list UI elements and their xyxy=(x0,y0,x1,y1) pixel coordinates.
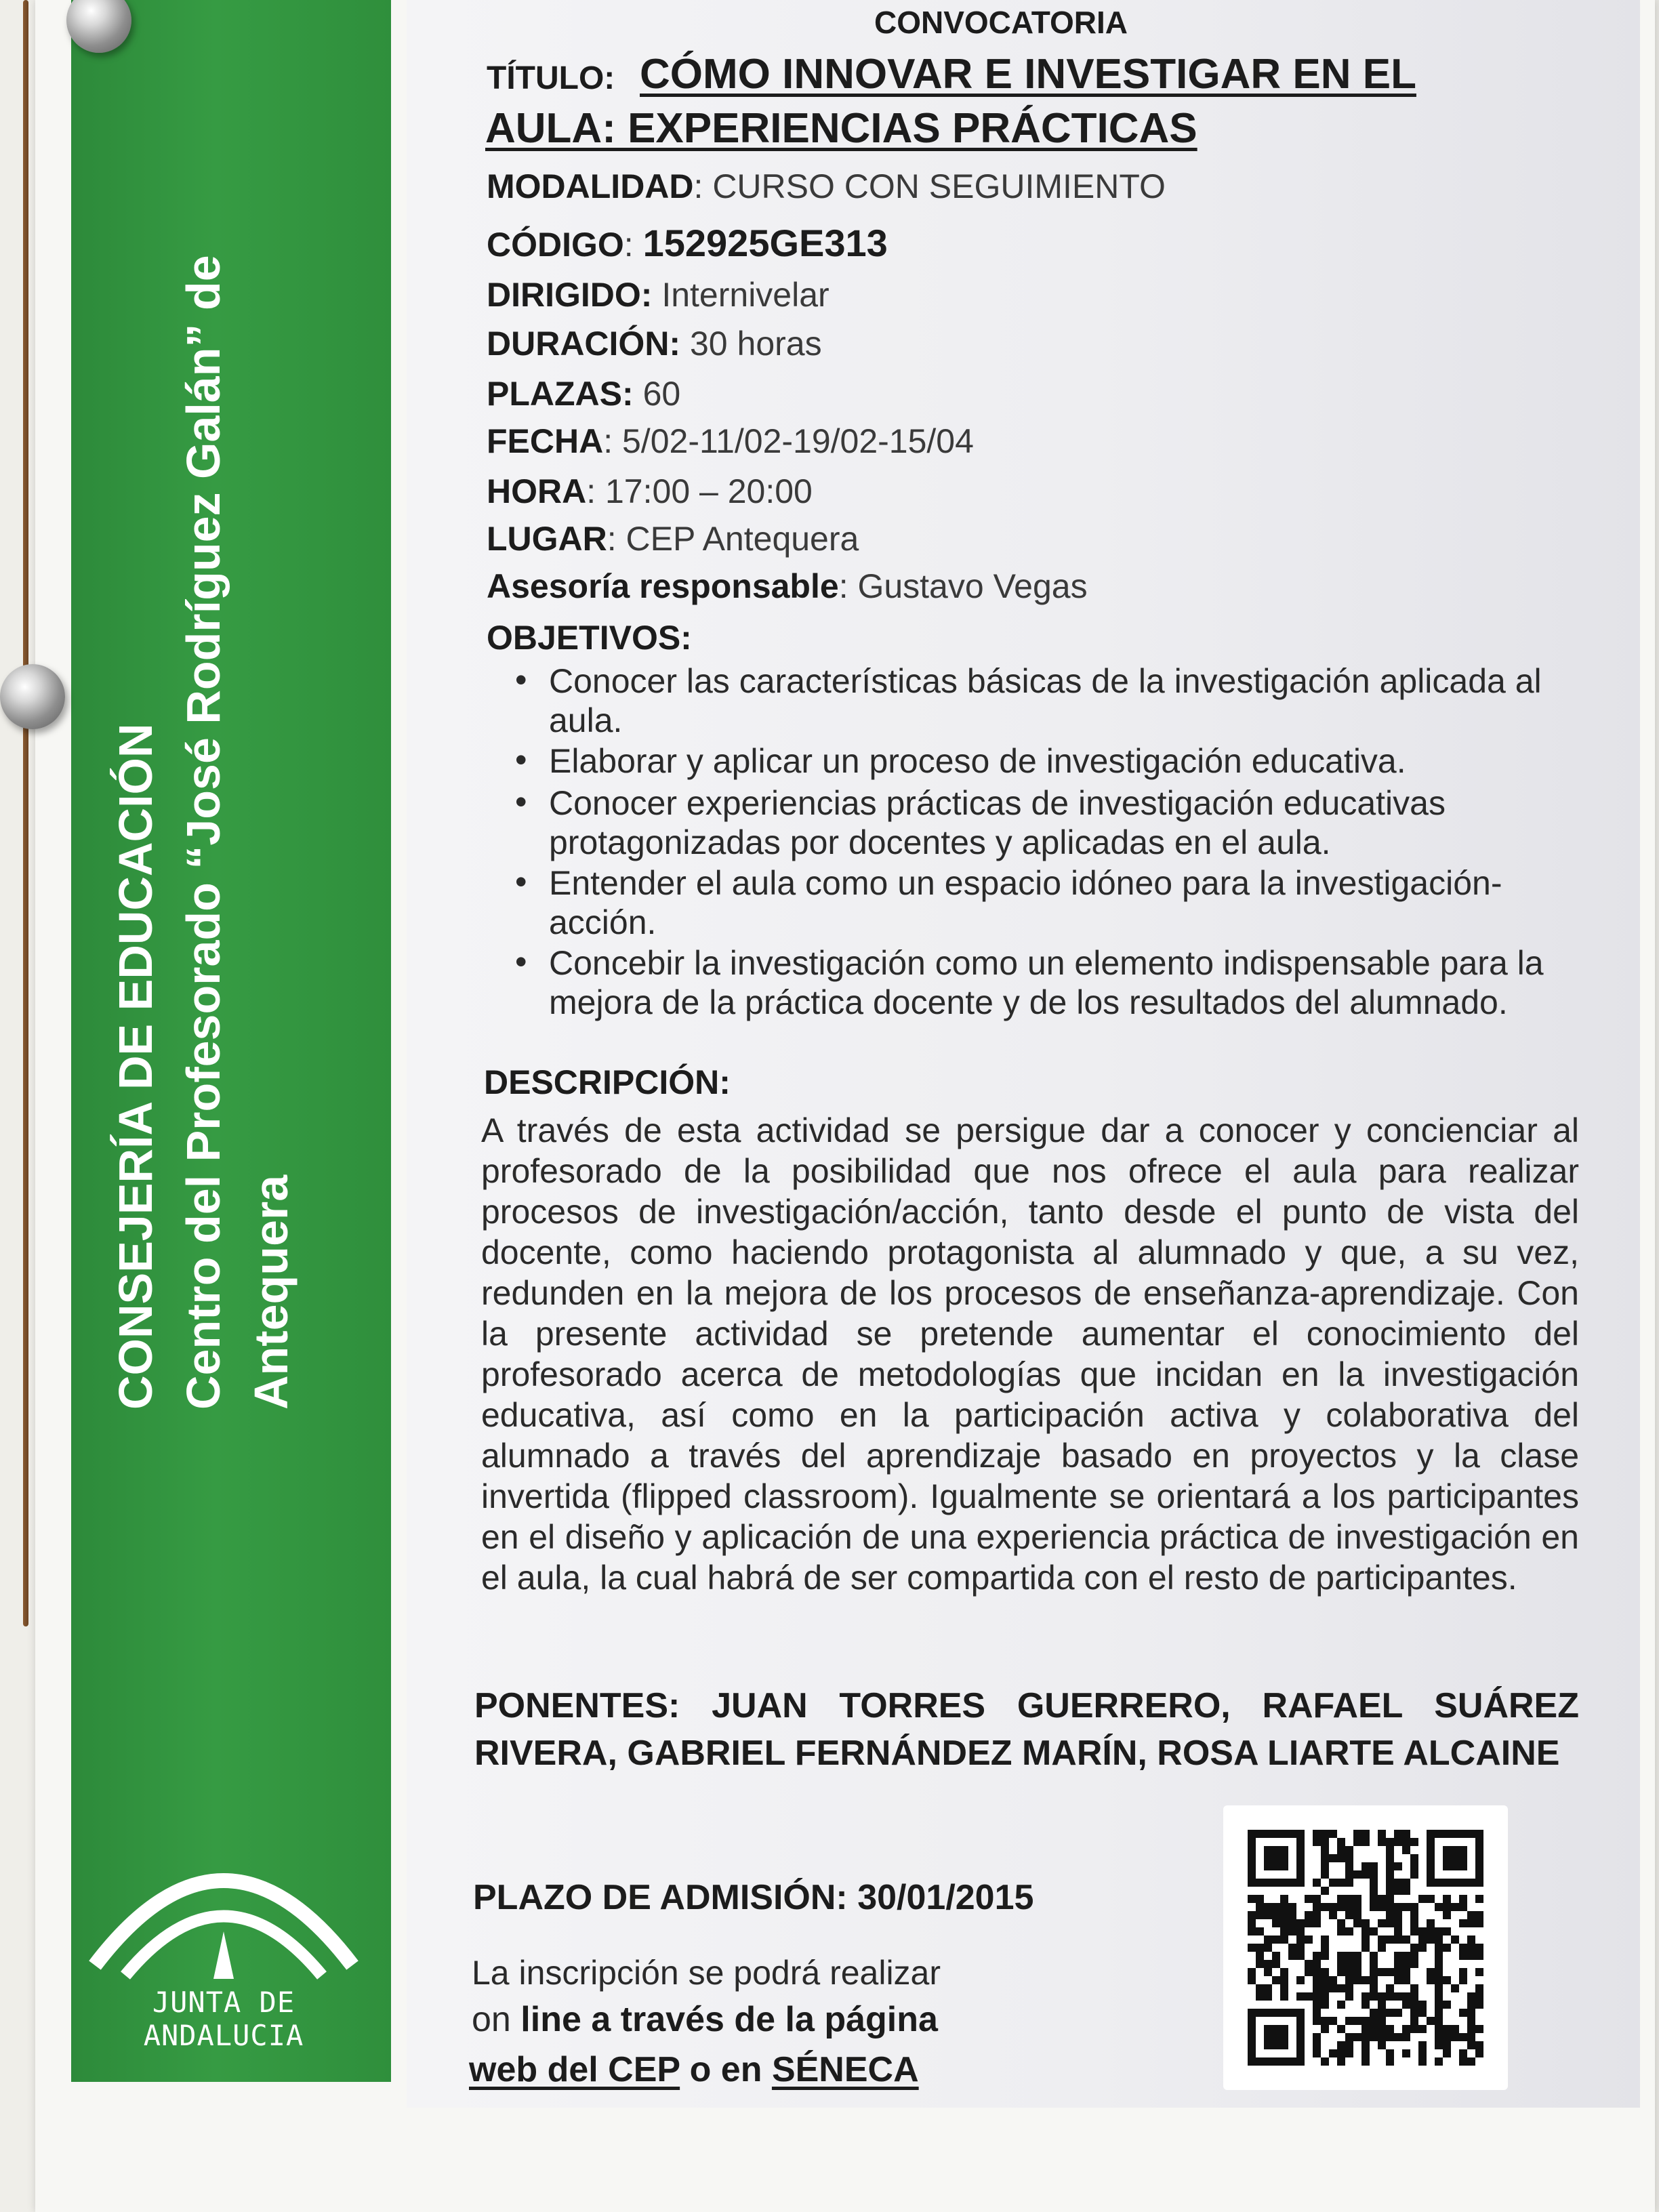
lugar-row xyxy=(487,519,859,558)
side-band-line1: CONSEJERÍA DE EDUCACIÓN xyxy=(109,723,162,1410)
plazas-row xyxy=(487,374,680,413)
modalidad-row xyxy=(487,167,1166,206)
hora-value: : 17:00 – 20:00 xyxy=(586,472,813,510)
objetivo-text: Entender el aula como un espacio idóneo para la investigación-acción. xyxy=(549,864,1502,941)
objetivo-text: Concebir la investigación como un elemento indispensable para la mejora de la práctica docente y de los resultados del alumnado. xyxy=(549,944,1544,1021)
codigo-value: 152925GE313 xyxy=(642,222,888,264)
asesoria-value: : Gustavo Vegas xyxy=(838,567,1088,605)
bullet-icon: • xyxy=(515,741,527,779)
duracion-label: DURACIÓN: xyxy=(487,325,681,363)
titulo-line2: AULA: EXPERIENCIAS PRÁCTICAS xyxy=(485,105,1197,152)
qr-code-panel xyxy=(1223,1805,1508,2090)
descripcion-label: DESCRIPCIÓN: xyxy=(484,1063,731,1101)
inscripcion-line2 xyxy=(472,1999,938,2040)
poster-content xyxy=(407,0,1640,2108)
logo-caption: JUNTA DE ANDALUCIA xyxy=(143,1986,304,2052)
dirigido-label: DIRIGIDO: xyxy=(487,276,653,314)
asesoria-row xyxy=(487,567,1088,606)
titulo-label: TÍTULO: xyxy=(487,60,615,96)
objetivo-item xyxy=(515,943,1579,1022)
duracion-value: 30 horas xyxy=(690,325,822,363)
objetivos-label: OBJETIVOS: xyxy=(487,619,692,657)
dirigido-row xyxy=(487,275,830,314)
objetivo-item xyxy=(515,863,1579,942)
side-band-text xyxy=(102,54,359,1410)
ponentes-names: JUAN TORRES GUERRERO, RAFAEL SUÁREZ RIVERA, GABRIEL FERNÁNDEZ MARÍN, ROSA LIARTE ALCAINE xyxy=(474,1686,1579,1773)
seneca-link[interactable]: SÉNECA xyxy=(771,2050,919,2089)
codigo-row: CÓDIGO: 152925GE313 xyxy=(487,222,888,264)
inscripcion-line3 xyxy=(469,2049,919,2090)
plazo-value: 30/01/2015 xyxy=(857,1878,1034,1917)
cep-web-link[interactable]: web del CEP xyxy=(469,2050,680,2089)
objetivo-item xyxy=(515,783,1579,862)
lugar-value: : CEP Antequera xyxy=(607,520,859,558)
inscripcion-line2-pre: on xyxy=(472,2000,521,2039)
descripcion-text: A través de esta actividad se persigue dar a conocer y concienciar al profesorado de la posibilidad que nos ofrece el aula para realizar procesos de investigación/acción, tanto desde el punto de vista del docente, como haciendo protagonista al alumnado y que, a su vez, redunden en la mejora de los procesos de enseñanza-aprendizaje. Con la presente actividad se pretende aumentar el conocimiento del profesorado acerca de metodologías que incidan en la investigación educativa, así como en la participación activa y colaborativa del alumnado a través del aprendizaje basado en proyectos y la clase invertida (flipped classroom). Igualmente se orientará a los participantes en el diseño y aplicación de una experiencia práctica de investigación en el aula, la cual habrá de ser compartida con el resto de participantes. xyxy=(481,1111,1579,1597)
lugar-label: LUGAR xyxy=(487,520,607,558)
fecha-value: : 5/02-11/02-19/02-15/04 xyxy=(603,422,974,460)
objetivo-text: Conocer experiencias prácticas de investigación educativas protagonizadas por docentes y aplicadas en el aula. xyxy=(549,784,1446,861)
modalidad-value: : CURSO CON SEGUIMIENTO xyxy=(693,167,1166,205)
bullet-icon: • xyxy=(515,783,527,821)
hora-label: HORA xyxy=(487,472,587,510)
inscripcion-line2-bold: line a través de la página xyxy=(520,2000,938,2039)
codigo-label: CÓDIGO xyxy=(487,226,624,264)
asesoria-label: Asesoría responsable xyxy=(487,567,839,605)
bullet-icon: • xyxy=(515,943,527,981)
side-band-line2: Centro del Profesorado “José Rodríguez Galán” de xyxy=(177,255,230,1410)
objetivo-item xyxy=(515,661,1579,740)
wood-frame-edge xyxy=(23,0,28,1626)
fecha-label: FECHA xyxy=(487,422,604,460)
header-title: CONVOCATORIA xyxy=(874,5,1128,40)
side-band-line3: Antequera xyxy=(245,1174,298,1410)
ponentes-block xyxy=(474,1682,1579,1777)
plazas-label: PLAZAS: xyxy=(487,375,634,413)
bullet-icon: • xyxy=(515,661,527,699)
bullet-icon: • xyxy=(515,863,527,901)
plazo-label: PLAZO DE ADMISIÓN: xyxy=(473,1878,848,1917)
dirigido-value: Internivelar xyxy=(661,276,830,314)
ponentes-label: PONENTES: xyxy=(474,1686,680,1725)
qr-code-icon xyxy=(1223,1805,1508,2090)
plazo-row xyxy=(473,1877,1033,1918)
modalidad-label: MODALIDAD xyxy=(487,167,694,205)
objetivo-text: Elaborar y aplicar un proceso de investigación educativa. xyxy=(549,742,1406,780)
fecha-row xyxy=(487,422,974,461)
push-pin-icon xyxy=(0,664,65,729)
plazas-value: 60 xyxy=(642,375,681,413)
objetivo-text: Conocer las características básicas de la investigación aplicada al aula. xyxy=(549,662,1542,739)
objetivo-item xyxy=(515,741,1579,781)
inscripcion-line1: La inscripción se podrá realizar xyxy=(472,1954,941,1992)
duracion-row xyxy=(487,324,822,363)
inscripcion-line3-mid: o en xyxy=(680,2050,772,2089)
hora-row xyxy=(487,472,813,511)
titulo-line1: CÓMO INNOVAR E INVESTIGAR EN EL xyxy=(640,51,1416,98)
